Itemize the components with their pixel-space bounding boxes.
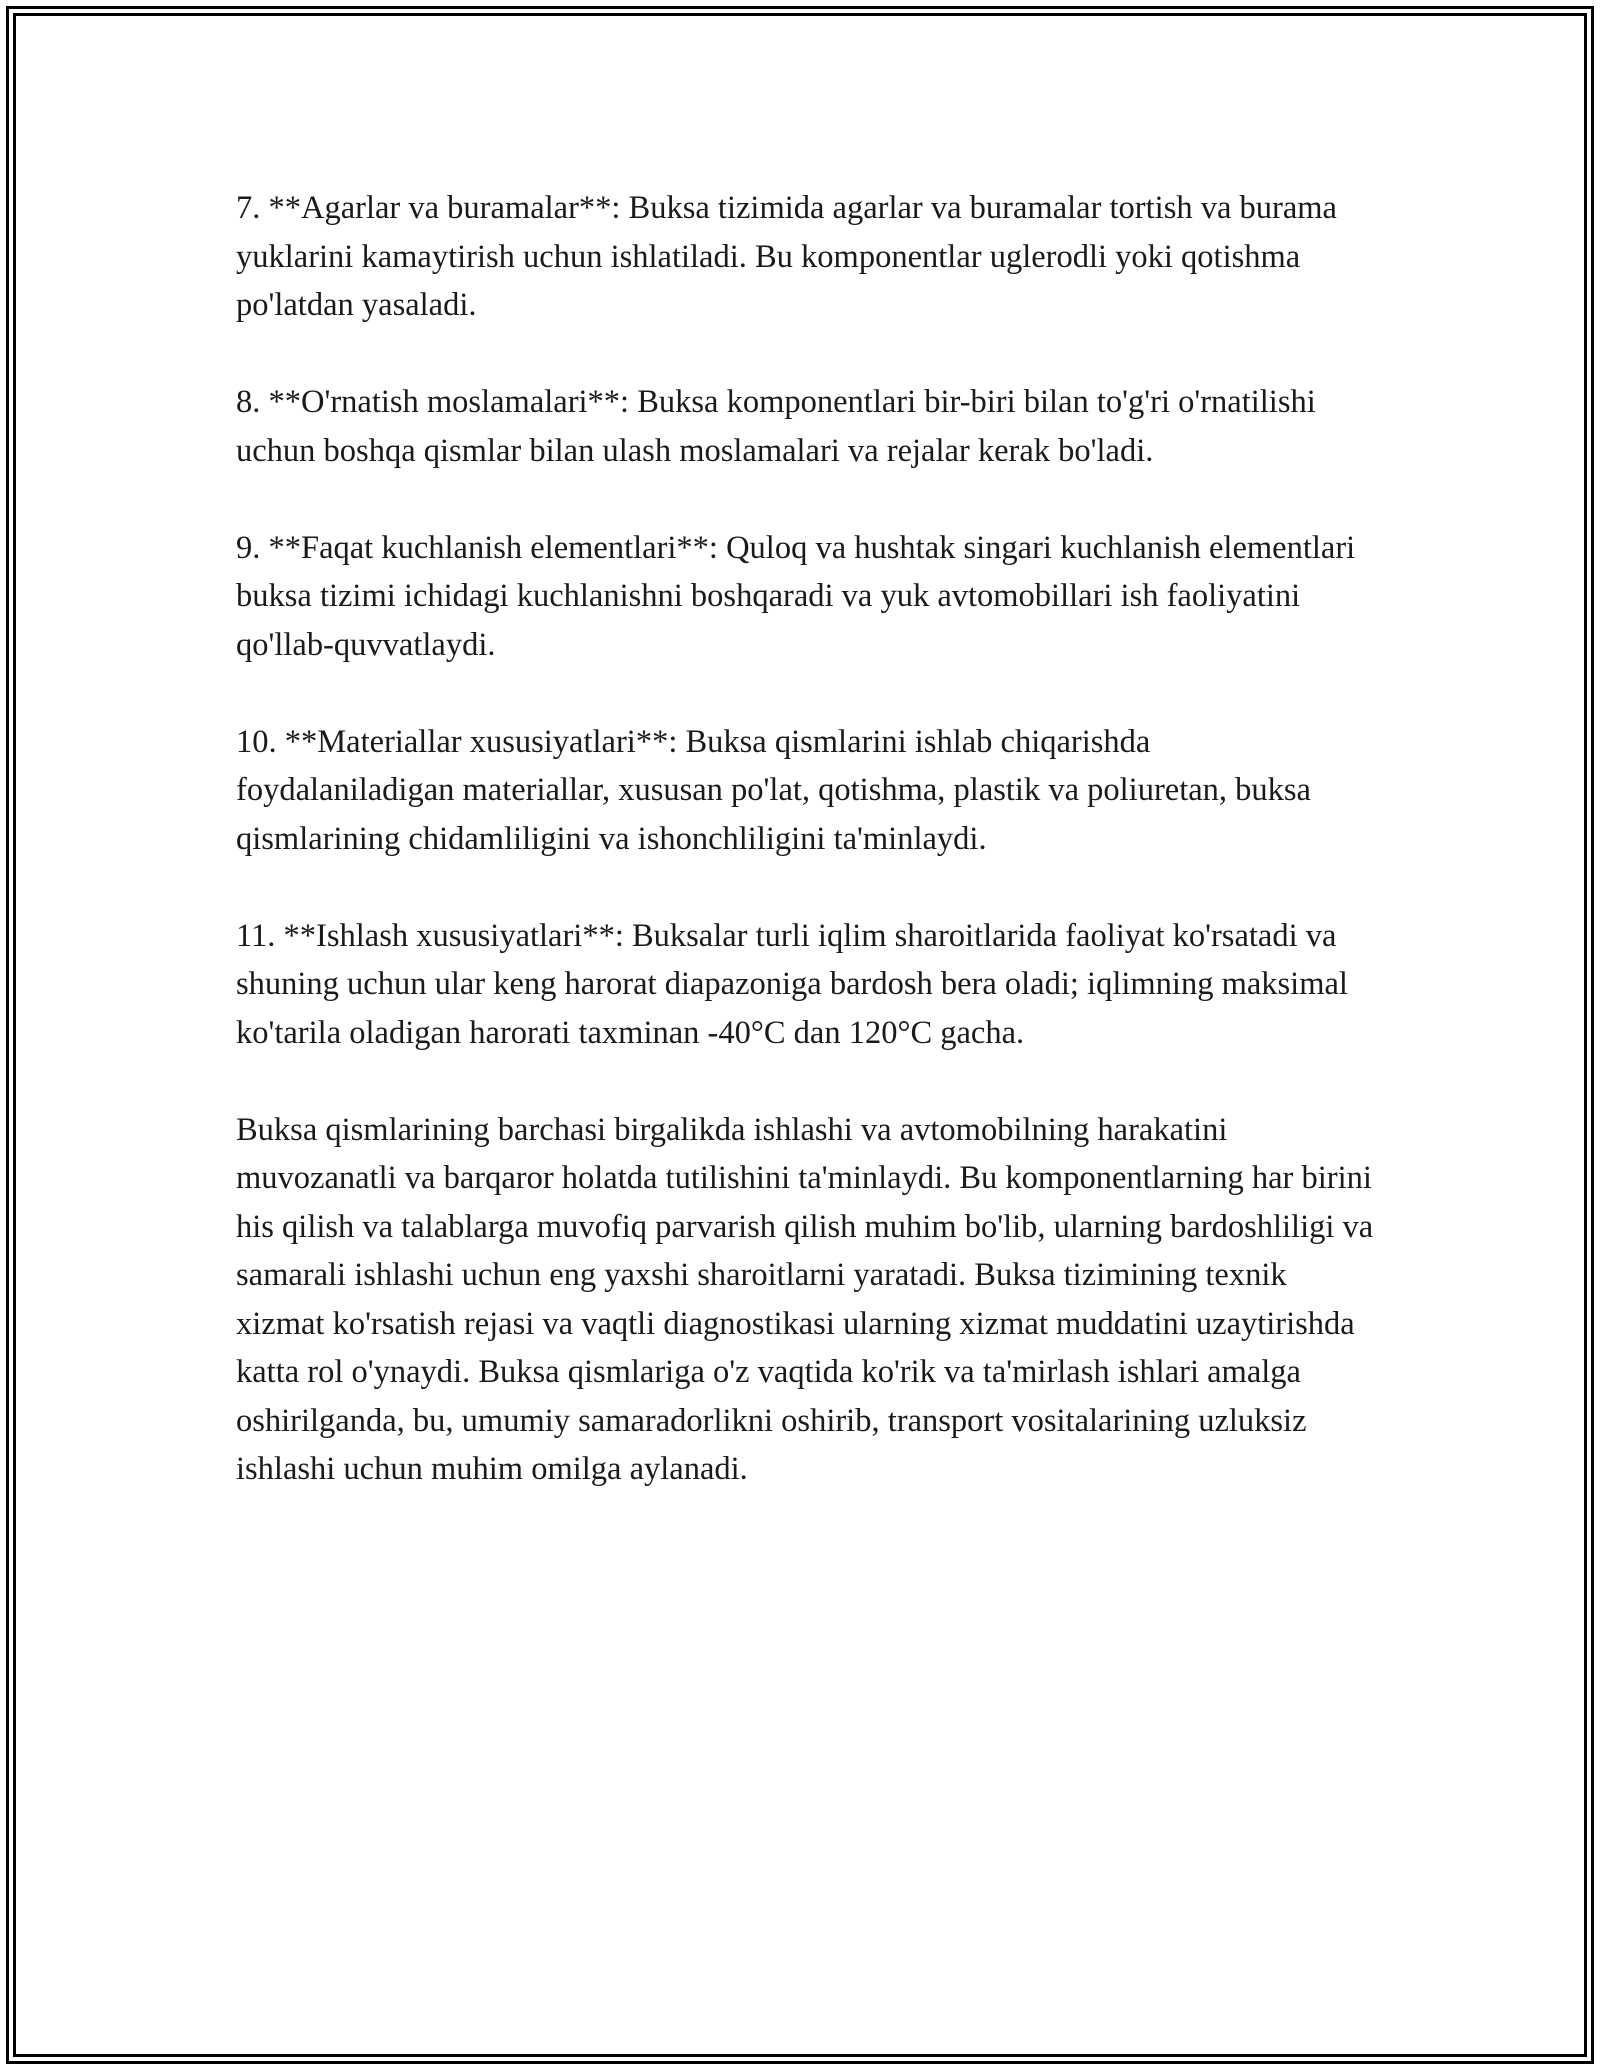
paragraph-item-11: 11. **Ishlash xususiyatlari**: Buksalar turli iqlim sharoitlarida faoliyat ko'rsatadi va shuning uchun ular keng harorat diapazoniga bardosh bera oladi; iqlimning maksimal ko'tarila oladigan harorati taxminan -40°C dan 120°C gacha. <box>236 917 1348 1051</box>
paragraph-item-10: 10. **Materiallar xususiyatlari**: Buksa qismlarini ishlab chiqarishda foydalaniladigan materiallar, xususan po'lat, qotishma, plastik va poliuretan, buksa qismlarining chidamliligini va ishonchliligini ta'minlaydi. <box>236 723 1311 857</box>
paragraph-item-9: 9. **Faqat kuchlanish elementlari**: Quloq va hushtak singari kuchlanish elementlari buksa tizimi ichidagi kuchlanishni boshqaradi va yuk avtomobillari ish faoliyatini qo'llab-quvvatlaydi. <box>236 529 1356 663</box>
document-body <box>236 184 1376 1542</box>
paragraph-item-7: 7. **Agarlar va buramalar**: Buksa tizimida agarlar va buramalar tortish va burama yuklarini kamaytirish uchun ishlatiladi. Bu komponentlar uglerodli yoki qotishma po'latdan yasaladi. <box>236 190 1337 323</box>
paragraph-conclusion: Buksa qismlarining barchasi birgalikda ishlashi va avtomobilning harakatini muvozanatli va barqaror holatda tutilishini ta'minlaydi. Bu komponentlarning har birini his qilish va talablarga muvofiq parvarish qilish muhim bo'lib, ularning bardoshliligi va samarali ishlashi uchun eng yaxshi sharoitlarni yaratadi. Buksa tizimining texnik xizmat ko'rsatish rejasi va vaqtli diagnostikasi ularning xizmat muddatini uzaytirishda katta rol o'ynaydi. Buksa qismlariga o'z vaqtida ko'rik va ta'mirlash ishlari amalga oshirilganda, bu, umumiy samaradorlikni oshirib, transport vositalarining uzluksiz ishlashi uchun muhim omilga aylanadi. <box>236 1111 1374 1487</box>
paragraph-item-8: 8. **O'rnatish moslamalari**: Buksa komponentlari bir-biri bilan to'g'ri o'rnatilishi uchun boshqa qismlar bilan ulash moslamalari va rejalar kerak bo'ladi. <box>236 384 1316 469</box>
